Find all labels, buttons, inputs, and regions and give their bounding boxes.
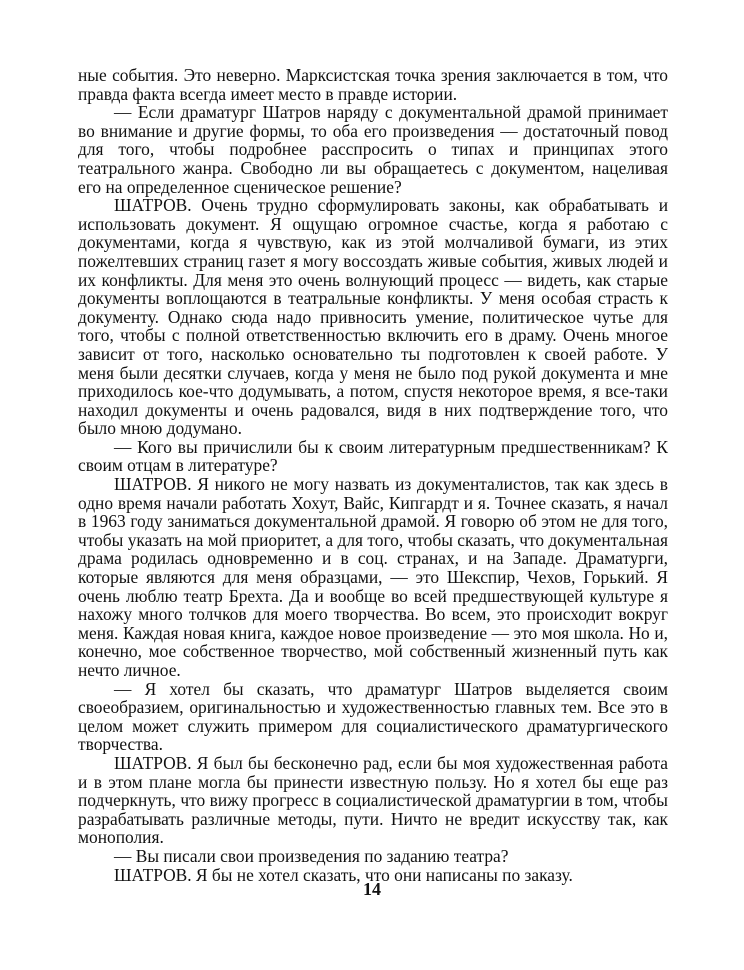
page-number: 14: [363, 879, 381, 899]
paragraph-answer-predecessors: ШАТРОВ. Я никого не могу назвать из документалистов, так как здесь в одно время начали работать Хохут, Вайс, Кипгардт и я. Точнее сказать, я начал в 1963 году заниматься документальной драмой. Я говорю об этом не для того, чтобы указать на мой приоритет, а для того, чтобы сказать, что документальная драма родилась одновременно и в соц. странах, и на Западе. Драматурги, которые являются для меня образцами, — это Шекспир, Чехов, Горький. Я очень люблю театр Брехта. Да и вообще во всей предшествующей культуре я нахожу много толчков для моего творчества. Во всем, это происходит вокруг меня. Каждая новая книга, каждое новое произведение — это моя школа. Но и, конечно, мое собственное творчество, мой собственный жизненный путь как нечто личное.: [78, 474, 668, 680]
page-text: [78, 66, 668, 884]
paragraph-continuation: ные события. Это неверно. Марксистская точка зрения заключается в том, что правда факта всегда имеет место в правде истории.: [78, 65, 668, 104]
paragraph-answer-commission: ШАТРОВ. Я бы не хотел сказать, что они написаны по заказу.: [114, 864, 573, 885]
paragraph-question-forms: — Если драматург Шатров наряду с документальной драмой принимает во внимание и другие формы, то оба его произведения — достаточный повод для того, чтобы подробнее расспросить о типах и принципах этого театрального жанра. Свободно ли вы обращаетесь с документом, нацеливая его на определенное сценическое решение?: [78, 102, 668, 197]
paragraph-question-commission: — Вы писали свои произведения по заданию театра?: [114, 845, 509, 866]
paragraph-answer-documents: ШАТРОВ. Очень трудно сформулировать законы, как обрабатывать и использовать документ. Я ощущаю огромное счастье, когда я работаю с документами, когда я чувствую, как из этой молчаливой бумаги, из этих пожелтевших страниц газет я могу воссоздать живые события, живых людей и их конфликты. Для меня это очень волнующий процесс — видеть, как старые документы воплощаются в театральные конфликты. У меня особая страсть к документу. Однако сюда надо привносить умение, политическое чутье для того, чтобы с полной ответственностью включить его в драму. Очень многое зависит от того, насколько основательно ты подготовлен к своей работе. У меня были десятки случаев, когда у меня не было под рукой документа и мне приходилось кое-что додумывать, а потом, спустя некоторое время, я все-таки находил документы и очень радовался, видя в них подтверждение того, что было мною додумано.: [78, 195, 668, 439]
paragraph-remark-originality: — Я хотел бы сказать, что драматург Шатров выделяется своим своеобразием, оригинальностью и художественностью главных тем. Все это в целом может служить примером для социалистического драматургического творчества.: [78, 678, 668, 755]
paragraph-question-predecessors: — Кого вы причислили бы к своим литературным предшественникам? К своим отцам в литературе?: [78, 436, 668, 476]
paragraph-answer-benefit: ШАТРОВ. Я был бы бесконечно рад, если бы моя художественная работа и в этом плане могла бы принести известную пользу. Но я хотел бы еще раз подчеркнуть, что вижу прогресс в социалистической драматургии в том, чтобы разрабатывать различные методы, пути. Ничто не вредит искусству так, как монополия.: [78, 752, 668, 848]
